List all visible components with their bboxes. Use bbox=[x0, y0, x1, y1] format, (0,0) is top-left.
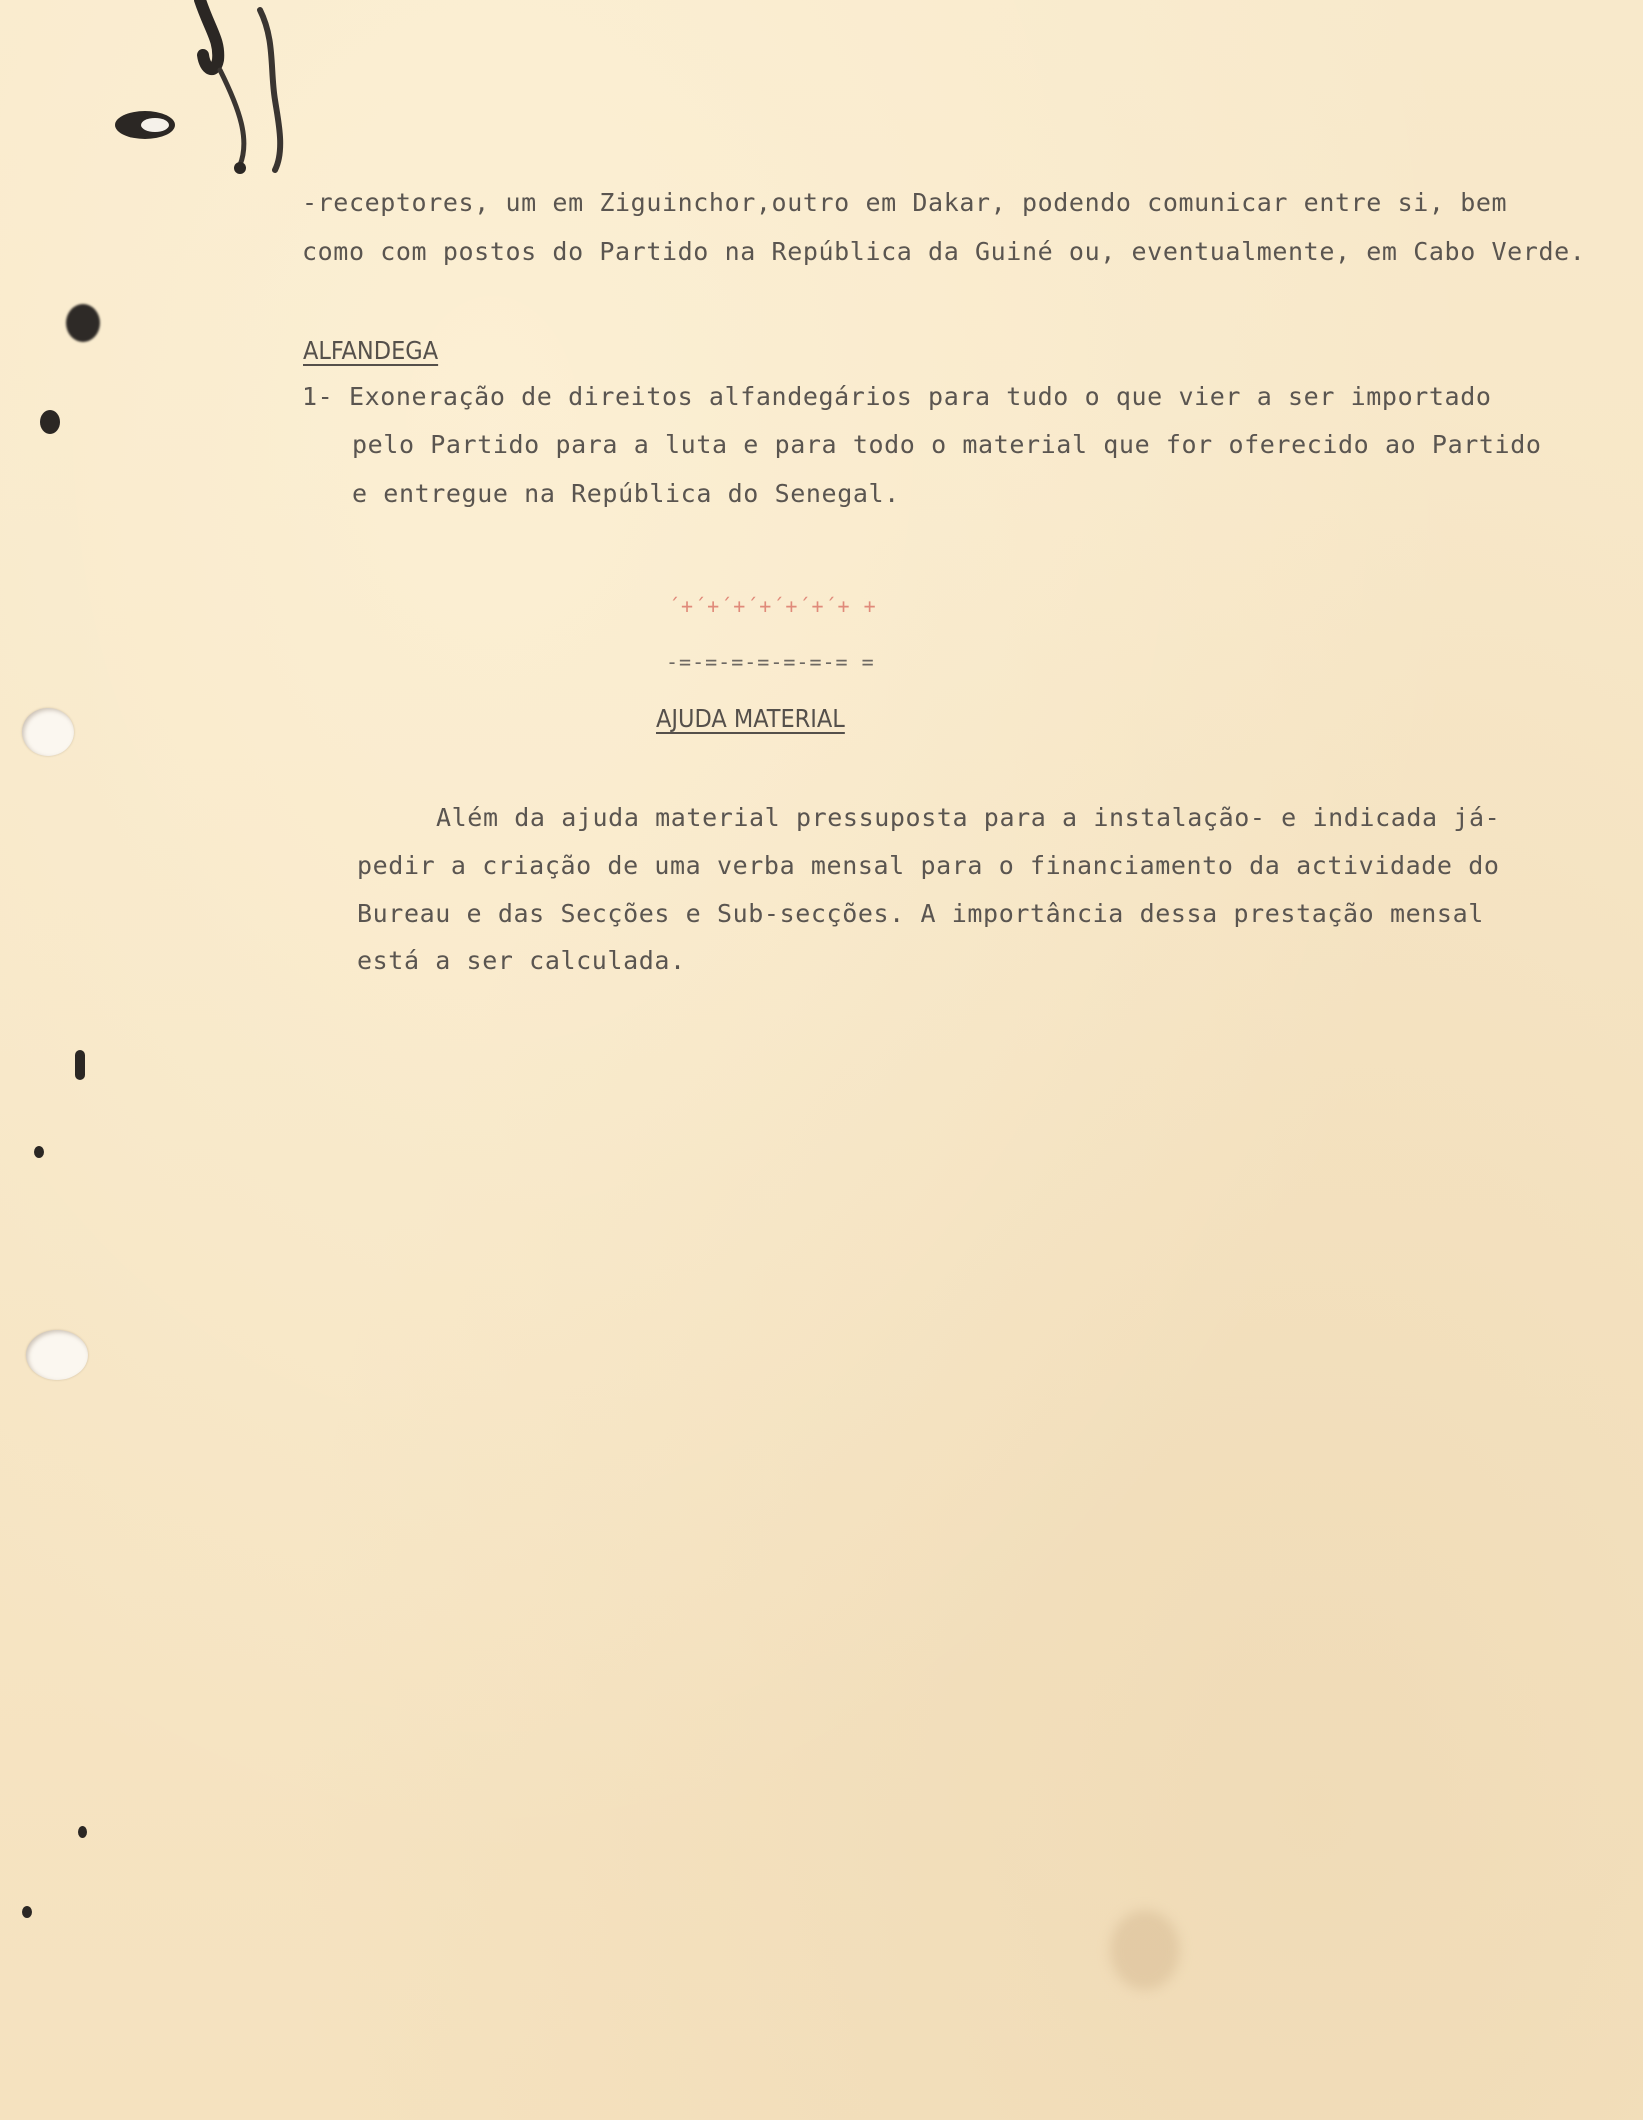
alfandega-item-line-3: e entregue na República do Senegal. bbox=[352, 479, 900, 508]
continuation-line-1: -receptores, um em Ziguinchor,outro em Dakar, podendo comunicar entre si, bem bbox=[302, 188, 1508, 217]
punch-hole-bottom bbox=[26, 1330, 88, 1380]
continuation-line-2: como com postos do Partido na República da Guiné ou, eventualmente, em Cabo Verde. bbox=[302, 237, 1586, 266]
ink-spot bbox=[66, 304, 100, 342]
alfandega-item-line-1: 1- Exoneração de direitos alfandegários para tudo o que vier a ser importado bbox=[302, 382, 1492, 411]
ajuda-paragraph-line-4: está a ser calculada. bbox=[357, 946, 686, 975]
ajuda-paragraph-line-3: Bureau e das Secções e Sub-secções. A importância dessa prestação mensal bbox=[357, 899, 1484, 928]
binder-clip-marks bbox=[100, 0, 320, 190]
ajuda-paragraph-line-2: pedir a criação de uma verba mensal para o financiamento da actividade do bbox=[357, 851, 1500, 880]
ink-spot bbox=[75, 1050, 85, 1080]
ink-spot bbox=[78, 1826, 87, 1838]
ajuda-paragraph-line-1: Além da ajuda material pressuposta para a instalação- e indicada já- bbox=[436, 803, 1501, 832]
punch-hole-top bbox=[22, 708, 74, 756]
section-heading-alfandega: ALFANDEGA bbox=[303, 336, 439, 365]
separator-red: ´+´+´+´+´+´+´+ + bbox=[668, 594, 877, 618]
paper-stain bbox=[1110, 1910, 1180, 1990]
separator-gray: -=-=-=-=-=-=-= = bbox=[666, 650, 875, 674]
alfandega-item-line-2: pelo Partido para a luta e para todo o material que for oferecido ao Partido bbox=[352, 430, 1542, 459]
section-heading-ajuda-material: AJUDA MATERIAL bbox=[656, 704, 845, 733]
ink-spot bbox=[22, 1906, 32, 1918]
ink-spot bbox=[40, 410, 60, 434]
ink-spot bbox=[34, 1146, 44, 1158]
